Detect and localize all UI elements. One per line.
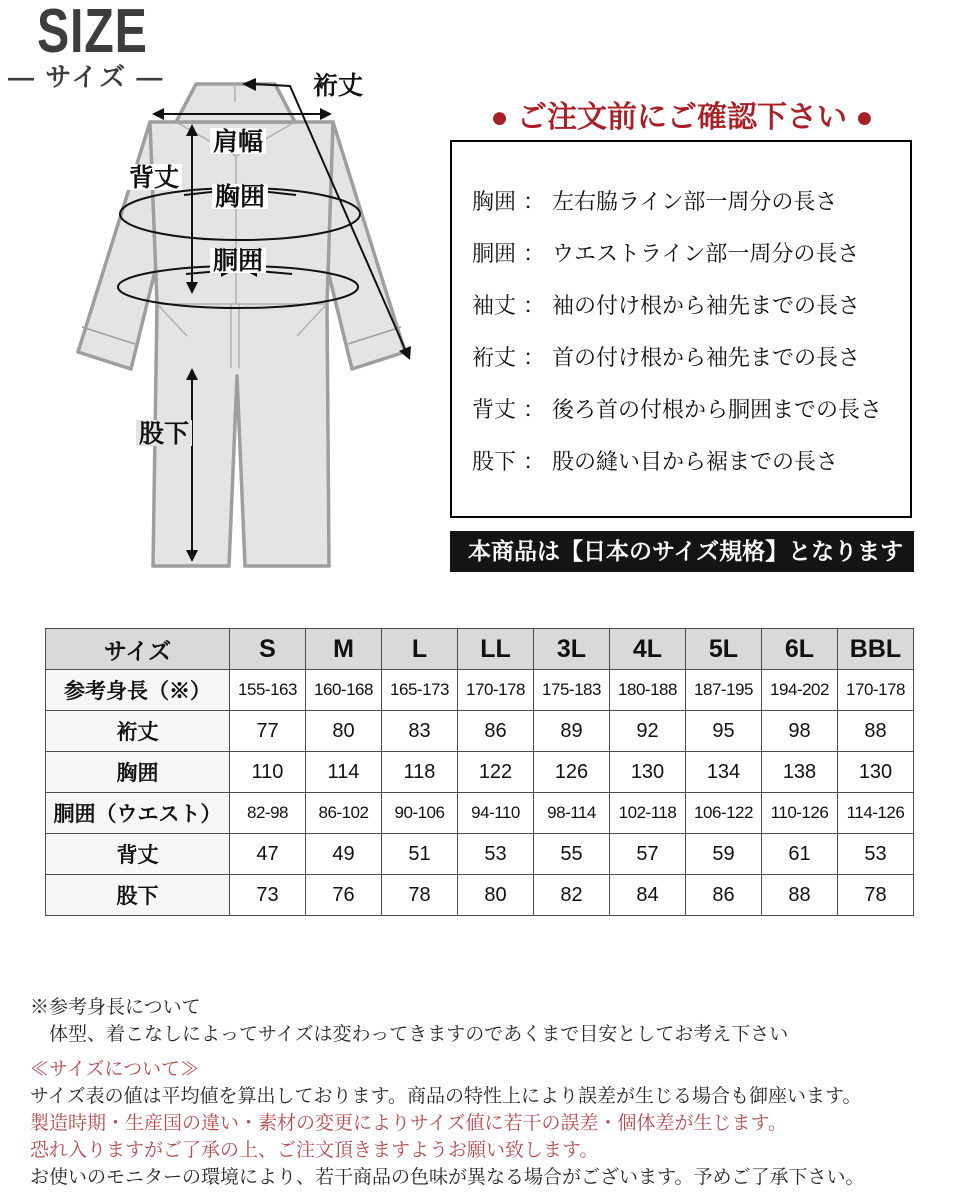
definition-separator: ：	[523, 241, 546, 266]
definition-description: 首の付け根から袖先までの長さ	[552, 345, 861, 370]
size-column-header: L	[382, 629, 458, 670]
measurement-row-label: 股下	[46, 875, 230, 916]
measurement-value-cell: 180-188	[610, 670, 686, 711]
label-shoulder-width: 肩幅	[212, 128, 264, 156]
size-column-header: LL	[458, 629, 534, 670]
size-table-row	[46, 752, 914, 793]
measurement-row-label: 裄丈	[46, 711, 230, 752]
measurement-value-cell: 82-98	[230, 793, 306, 834]
reference-height-note	[30, 994, 788, 1048]
size-column-header: BBL	[838, 629, 914, 670]
measurement-value-cell: 110-126	[762, 793, 838, 834]
measurement-value-cell: 187-195	[686, 670, 762, 711]
definition-separator: ：	[523, 189, 546, 214]
size-column-header: S	[230, 629, 306, 670]
measurement-row-label: 背丈	[46, 834, 230, 875]
measurement-value-cell: 88	[762, 875, 838, 916]
size-column-header: 4L	[610, 629, 686, 670]
size-column-header: 3L	[534, 629, 610, 670]
definition-description: 股の縫い目から裾までの長さ	[552, 449, 839, 474]
definition-term: 裄丈	[472, 345, 517, 370]
measurement-value-cell: 55	[534, 834, 610, 875]
measurement-value-cell: 110	[230, 752, 306, 793]
label-waist: 胴囲	[212, 247, 264, 275]
size-table	[45, 628, 914, 916]
measurement-value-cell: 102-118	[610, 793, 686, 834]
size-table-row	[46, 711, 914, 752]
measurement-value-cell: 80	[306, 711, 382, 752]
confirm-before-order-title: ● ご注文前にご確認下さい ●	[490, 101, 874, 134]
measurement-definition	[472, 384, 910, 436]
measurement-value-cell: 51	[382, 834, 458, 875]
measurement-value-cell: 78	[382, 875, 458, 916]
measurement-value-cell: 122	[458, 752, 534, 793]
definition-term: 胴囲	[472, 241, 517, 266]
measurement-value-cell: 94-110	[458, 793, 534, 834]
measurement-value-cell: 90-106	[382, 793, 458, 834]
size-table-corner-header: サイズ	[46, 629, 230, 670]
definition-term: 胸囲	[472, 189, 517, 214]
note-line: 恐れ入りますがご了承の上、ご注文頂きますようお願い致します。	[30, 1140, 599, 1161]
measurement-definition	[472, 436, 910, 488]
coverall-diagram	[38, 56, 448, 586]
measurement-value-cell: 89	[534, 711, 610, 752]
measurement-value-cell: 175-183	[534, 670, 610, 711]
definition-separator: ：	[523, 449, 546, 474]
definition-description: 袖の付け根から袖先までの長さ	[552, 293, 861, 318]
measurement-value-cell: 138	[762, 752, 838, 793]
arrowhead	[152, 108, 164, 120]
measurement-value-cell: 82	[534, 875, 610, 916]
measurement-value-cell: 86-102	[306, 793, 382, 834]
arrowhead	[320, 108, 332, 120]
measurement-value-cell: 126	[534, 752, 610, 793]
size-column-header: M	[306, 629, 382, 670]
measurement-value-cell: 155-163	[230, 670, 306, 711]
measurement-value-cell: 98-114	[534, 793, 610, 834]
note-line: ≪サイズについて≫	[30, 1059, 200, 1080]
definition-separator: ：	[523, 345, 546, 370]
measurement-value-cell: 73	[230, 875, 306, 916]
definition-term: 股下	[472, 449, 517, 474]
definition-description: 後ろ首の付根から胴囲までの長さ	[552, 397, 883, 422]
size-about-note	[30, 1056, 864, 1191]
definition-description: ウエストライン部一周分の長さ	[552, 241, 860, 266]
label-inseam: 股下	[138, 420, 190, 448]
note-line: 体型、着こなしによってサイズは変わってきますのであくまで目安としてお考え下さい	[30, 1024, 789, 1045]
measurement-value-cell: 57	[610, 834, 686, 875]
measurement-row-label: 胴囲（ウエスト）	[46, 793, 230, 834]
measurement-definitions-box	[450, 140, 912, 518]
measurement-definition	[472, 176, 910, 228]
measurement-value-cell: 61	[762, 834, 838, 875]
measurement-value-cell: 134	[686, 752, 762, 793]
label-back-length: 背丈	[128, 164, 180, 192]
measurement-definition	[472, 280, 910, 332]
size-table-row	[46, 670, 914, 711]
measurement-value-cell: 98	[762, 711, 838, 752]
measurement-value-cell: 80	[458, 875, 534, 916]
measurement-value-cell: 78	[838, 875, 914, 916]
size-table-wrap	[45, 628, 914, 916]
definition-term: 袖丈	[472, 293, 517, 318]
size-logo: SIZE	[37, 0, 148, 66]
measurement-value-cell: 86	[458, 711, 534, 752]
size-table-header-row	[46, 629, 914, 670]
measurement-value-cell: 170-178	[838, 670, 914, 711]
measurement-row-label: 参考身長（※）	[46, 670, 230, 711]
measurement-value-cell: 92	[610, 711, 686, 752]
definition-term: 背丈	[472, 397, 517, 422]
note-line: サイズ表の値は平均値を算出しております。商品の特性上により誤差が生じる場合も御座います。	[30, 1086, 862, 1107]
note-line: ※参考身長について	[30, 997, 201, 1018]
definition-separator: ：	[523, 397, 546, 422]
size-table-row	[46, 834, 914, 875]
measurement-value-cell: 88	[838, 711, 914, 752]
measurement-value-cell: 170-178	[458, 670, 534, 711]
size-column-header: 6L	[762, 629, 838, 670]
note-line: 製造時期・生産国の違い・素材の変更によりサイズ値に若干の誤差・個体差が生じます。	[30, 1113, 787, 1134]
measurement-definition	[472, 332, 910, 384]
measurement-value-cell: 76	[306, 875, 382, 916]
measurement-value-cell: 114	[306, 752, 382, 793]
label-sleeve-length: 裄丈	[312, 72, 364, 100]
measurement-value-cell: 118	[382, 752, 458, 793]
definition-description: 左右脇ライン部一周分の長さ	[552, 189, 838, 214]
measurement-value-cell: 106-122	[686, 793, 762, 834]
measurement-value-cell: 59	[686, 834, 762, 875]
measurement-value-cell: 130	[838, 752, 914, 793]
measurement-value-cell: 49	[306, 834, 382, 875]
measurement-row-label: 胸囲	[46, 752, 230, 793]
measurement-definition	[472, 228, 910, 280]
measurement-value-cell: 53	[838, 834, 914, 875]
measurement-value-cell: 194-202	[762, 670, 838, 711]
measurement-value-cell: 95	[686, 711, 762, 752]
note-line: お使いのモニターの環境により、若干商品の色味が異なる場合がございます。予めご了承下さい。	[30, 1167, 865, 1188]
measurement-value-cell: 83	[382, 711, 458, 752]
measurement-value-cell: 47	[230, 834, 306, 875]
size-logo-subtitle: — サイズ —	[8, 62, 165, 92]
size-column-header: 5L	[686, 629, 762, 670]
measurement-value-cell: 165-173	[382, 670, 458, 711]
measurement-value-cell: 130	[610, 752, 686, 793]
measurement-value-cell: 53	[458, 834, 534, 875]
measurement-value-cell: 84	[610, 875, 686, 916]
measurement-value-cell: 77	[230, 711, 306, 752]
measurement-value-cell: 114-126	[838, 793, 914, 834]
measurement-value-cell: 86	[686, 875, 762, 916]
size-table-row	[46, 875, 914, 916]
size-table-row	[46, 793, 914, 834]
measurement-value-cell: 160-168	[306, 670, 382, 711]
label-chest: 胸囲	[214, 183, 266, 211]
japan-size-notice-bar: 本商品は【日本のサイズ規格】となります	[450, 531, 914, 572]
definition-separator: ：	[523, 293, 546, 318]
